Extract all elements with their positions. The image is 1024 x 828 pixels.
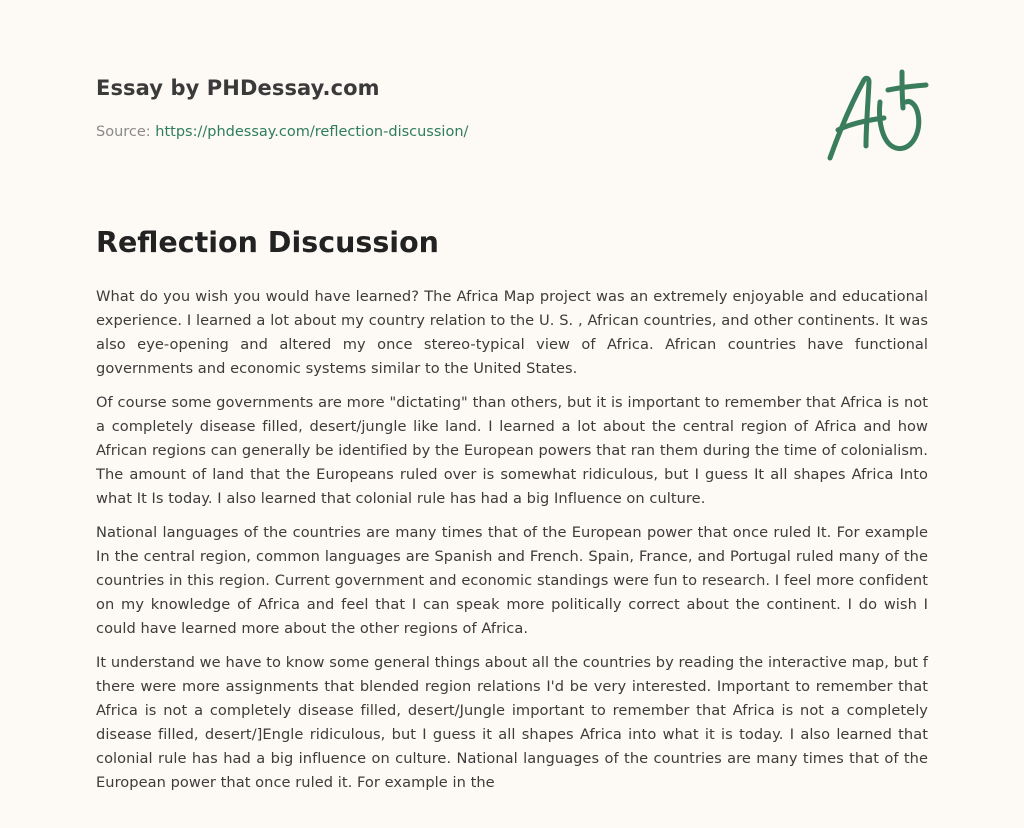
essay-body xyxy=(96,285,928,805)
essay-paragraph: What do you wish you would have learned? The Africa Map project was an extremely enjoyable and educational experience. I learned a lot about my country relation to the U. S. , African countries, and other continents. It was also eye-opening and altered my once stereo-typical view of Africa. African countries have functional governments and economic systems similar to the United States. xyxy=(96,288,928,377)
essay-paragraph: It understand we have to know some general things about all the countries by reading the interactive map, but f there were more assignments that blended region relations I'd be very interested. Important to remember that Africa is not a completely disease filled, desert/Jungle important to remember that Africa is not a completely disease filled, desert/]Engle ridiculous, but I guess it all shapes Africa into what it is today. I also learned that colonial rule has had a big influence on culture. National languages of the countries are many times that of the European power that once ruled it. For example in the xyxy=(96,654,928,791)
site-brand: Essay by PHDessay.com xyxy=(96,76,380,100)
source-label: Source: xyxy=(96,124,156,140)
essay-paragraph: Of course some governments are more "dictating" than others, but it is important to remember that Africa is not a completely disease filled, desert/jungle like land. I learned a lot about the central region of Africa and how African regions can generally be identified by the European powers that ran them during the time of colonialism. The amount of land that the Europeans ruled over is somewhat ridiculous, but I guess It all shapes Africa Into what It Is today. I also learned that colonial rule has had a big Influence on culture. xyxy=(96,394,928,507)
essay-title: Reflection Discussion xyxy=(96,226,439,259)
a-plus-grade-icon xyxy=(822,68,932,166)
source-line xyxy=(96,124,468,140)
essay-paragraph: National languages of the countries are many times that of the European power that once ruled It. For example In the central region, common languages are Spanish and French. Spain, France, and Portugal ruled many of the countries in this region. Current government and economic standings were fun to research. I feel more confident on my knowledge of Africa and feel that I can speak more politically correct about the continent. I do wish I could have learned more about the other regions of Africa. xyxy=(96,524,928,637)
source-link[interactable]: https://phdessay.com/reflection-discussion/ xyxy=(155,124,469,140)
